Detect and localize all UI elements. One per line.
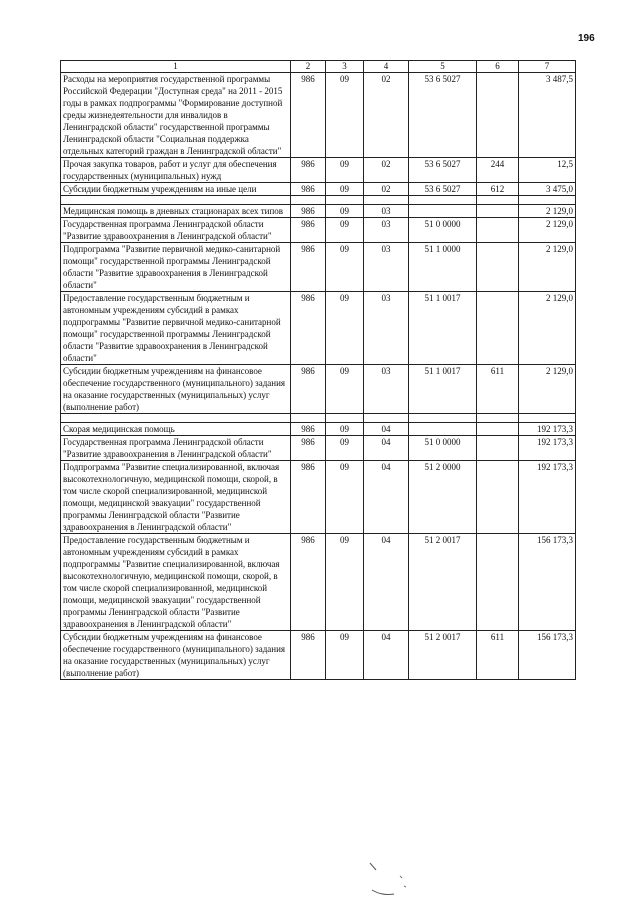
column-header: 7 <box>519 61 576 73</box>
cell-ministry: 986 <box>291 365 326 414</box>
cell-section: 09 <box>326 292 364 365</box>
cell-section: 09 <box>326 423 364 436</box>
signature-marks <box>360 858 440 903</box>
cell-subsection: 04 <box>364 423 409 436</box>
row-name: Расходы на мероприятия государственной программы Российской Федерации "Доступная среда" на 2011 - 2015 годы в рамках подпрограммы "Формирование доступной среды жизнедеятельности для инвалидов в Ленинградской области" государственной программы Ленинградской области "Социальная поддержка отдельных категорий граждан в Ленинградской области" <box>61 73 291 158</box>
column-header: 3 <box>326 61 364 73</box>
cell-target-article: 51 2 0000 <box>409 461 477 534</box>
spacer-row <box>61 414 576 423</box>
cell-expense-type <box>477 218 519 243</box>
row-name: Государственная программа Ленинградской области "Развитие здравоохранения в Ленинградской области" <box>61 218 291 243</box>
cell-target-article: 51 1 0017 <box>409 365 477 414</box>
cell-target-article: 51 1 0000 <box>409 243 477 292</box>
cell-subsection: 04 <box>364 461 409 534</box>
table-row <box>61 292 576 365</box>
cell-amount: 156 173,3 <box>519 631 576 680</box>
table-header-row <box>61 61 576 73</box>
cell-section: 09 <box>326 243 364 292</box>
cell-subsection: 03 <box>364 365 409 414</box>
cell-expense-type <box>477 534 519 631</box>
cell-section: 09 <box>326 631 364 680</box>
table-row <box>61 243 576 292</box>
cell-ministry: 986 <box>291 205 326 218</box>
cell-ministry: 986 <box>291 243 326 292</box>
column-header: 1 <box>61 61 291 73</box>
row-name: Государственная программа Ленинградской области "Развитие здравоохранения в Ленинградской области" <box>61 436 291 461</box>
cell-ministry: 986 <box>291 461 326 534</box>
row-name: Подпрограмма "Развитие первичной медико-санитарной помощи" государственной программы Ленинградской области "Развитие здравоохранения в Ленинградской области" <box>61 243 291 292</box>
cell-section: 09 <box>326 73 364 158</box>
budget-table <box>60 60 576 680</box>
cell-section: 09 <box>326 461 364 534</box>
cell-subsection: 02 <box>364 158 409 183</box>
column-header: 6 <box>477 61 519 73</box>
cell-amount: 2 129,0 <box>519 365 576 414</box>
cell-amount: 12,5 <box>519 158 576 183</box>
column-header: 2 <box>291 61 326 73</box>
table-row <box>61 218 576 243</box>
cell-subsection: 03 <box>364 218 409 243</box>
cell-subsection: 04 <box>364 436 409 461</box>
cell-amount: 192 173,3 <box>519 436 576 461</box>
cell-expense-type <box>477 292 519 365</box>
cell-target-article <box>409 423 477 436</box>
cell-expense-type <box>477 423 519 436</box>
cell-target-article: 53 6 5027 <box>409 183 477 196</box>
cell-amount: 192 173,3 <box>519 423 576 436</box>
row-name: Скорая медицинская помощь <box>61 423 291 436</box>
cell-ministry: 986 <box>291 73 326 158</box>
cell-ministry: 986 <box>291 183 326 196</box>
cell-expense-type <box>477 436 519 461</box>
cell-section: 09 <box>326 158 364 183</box>
cell-target-article <box>409 205 477 218</box>
cell-expense-type <box>477 73 519 158</box>
cell-subsection: 04 <box>364 534 409 631</box>
cell-target-article: 51 0 0000 <box>409 218 477 243</box>
cell-ministry: 986 <box>291 218 326 243</box>
cell-expense-type: 612 <box>477 183 519 196</box>
row-name: Подпрограмма "Развитие специализированной, включая высокотехнологичную, медицинской помощи, скорой, в том числе скорой специализированной, медицинской помощи, медицинской эвакуации" государственной программы Ленинградской области "Развитие здравоохранения в Ленинградской области" <box>61 461 291 534</box>
row-name: Предоставление государственным бюджетным и автономным учреждениям субсидий в рамках подпрограммы "Развитие специализированной, включая высокотехнологичную, медицинской помощи, скорой, в том числе скорой специализированной, медицинской помощи, медицинской эвакуации" государственной программы Ленинградской области "Развитие здравоохранения в Ленинградской области" <box>61 534 291 631</box>
cell-subsection: 03 <box>364 292 409 365</box>
cell-ministry: 986 <box>291 631 326 680</box>
cell-target-article: 53 6 5027 <box>409 73 477 158</box>
row-name: Предоставление государственным бюджетным и автономным учреждениям субсидий в рамках подпрограммы "Развитие первичной медико-санитарной помощи" государственной программы Ленинградской области "Развитие здравоохранения в Ленинградской области" <box>61 292 291 365</box>
cell-amount: 2 129,0 <box>519 218 576 243</box>
cell-subsection: 04 <box>364 631 409 680</box>
cell-section: 09 <box>326 205 364 218</box>
cell-subsection: 03 <box>364 205 409 218</box>
cell-amount: 2 129,0 <box>519 292 576 365</box>
table-row <box>61 73 576 158</box>
row-name: Медицинская помощь в дневных стационарах всех типов <box>61 205 291 218</box>
cell-section: 09 <box>326 183 364 196</box>
cell-subsection: 02 <box>364 183 409 196</box>
row-name: Субсидии бюджетным учреждениям на иные цели <box>61 183 291 196</box>
cell-target-article: 53 6 5027 <box>409 158 477 183</box>
cell-expense-type <box>477 461 519 534</box>
cell-section: 09 <box>326 534 364 631</box>
cell-ministry: 986 <box>291 436 326 461</box>
column-header: 5 <box>409 61 477 73</box>
cell-expense-type <box>477 205 519 218</box>
cell-section: 09 <box>326 218 364 243</box>
table-row <box>61 436 576 461</box>
cell-expense-type <box>477 243 519 292</box>
cell-ministry: 986 <box>291 423 326 436</box>
cell-amount: 3 475,0 <box>519 183 576 196</box>
table-row <box>61 365 576 414</box>
page-number: 196 <box>578 33 595 44</box>
row-name: Субсидии бюджетным учреждениям на финансовое обеспечение государственного (муниципального) задания на оказание государственных (муниципальных) услуг (выполнение работ) <box>61 365 291 414</box>
cell-target-article: 51 1 0017 <box>409 292 477 365</box>
cell-subsection: 02 <box>364 73 409 158</box>
cell-target-article: 51 2 0017 <box>409 631 477 680</box>
table-row <box>61 158 576 183</box>
spacer-row <box>61 196 576 205</box>
cell-ministry: 986 <box>291 292 326 365</box>
cell-target-article: 51 2 0017 <box>409 534 477 631</box>
cell-subsection: 03 <box>364 243 409 292</box>
cell-amount: 156 173,3 <box>519 534 576 631</box>
row-name: Субсидии бюджетным учреждениям на финансовое обеспечение государственного (муниципального) задания на оказание государственных (муниципальных) услуг (выполнение работ) <box>61 631 291 680</box>
cell-expense-type: 244 <box>477 158 519 183</box>
cell-amount: 2 129,0 <box>519 243 576 292</box>
cell-target-article: 51 0 0000 <box>409 436 477 461</box>
cell-ministry: 986 <box>291 534 326 631</box>
cell-expense-type: 611 <box>477 365 519 414</box>
cell-amount: 2 129,0 <box>519 205 576 218</box>
cell-amount: 3 487,5 <box>519 73 576 158</box>
cell-section: 09 <box>326 436 364 461</box>
table-row <box>61 534 576 631</box>
table-row <box>61 461 576 534</box>
cell-section: 09 <box>326 365 364 414</box>
column-header: 4 <box>364 61 409 73</box>
cell-ministry: 986 <box>291 158 326 183</box>
table-row <box>61 205 576 218</box>
cell-expense-type: 611 <box>477 631 519 680</box>
table-row <box>61 183 576 196</box>
row-name: Прочая закупка товаров, работ и услуг для обеспечения государственных (муниципальных) нужд <box>61 158 291 183</box>
cell-amount: 192 173,3 <box>519 461 576 534</box>
table-row <box>61 631 576 680</box>
table-row <box>61 423 576 436</box>
